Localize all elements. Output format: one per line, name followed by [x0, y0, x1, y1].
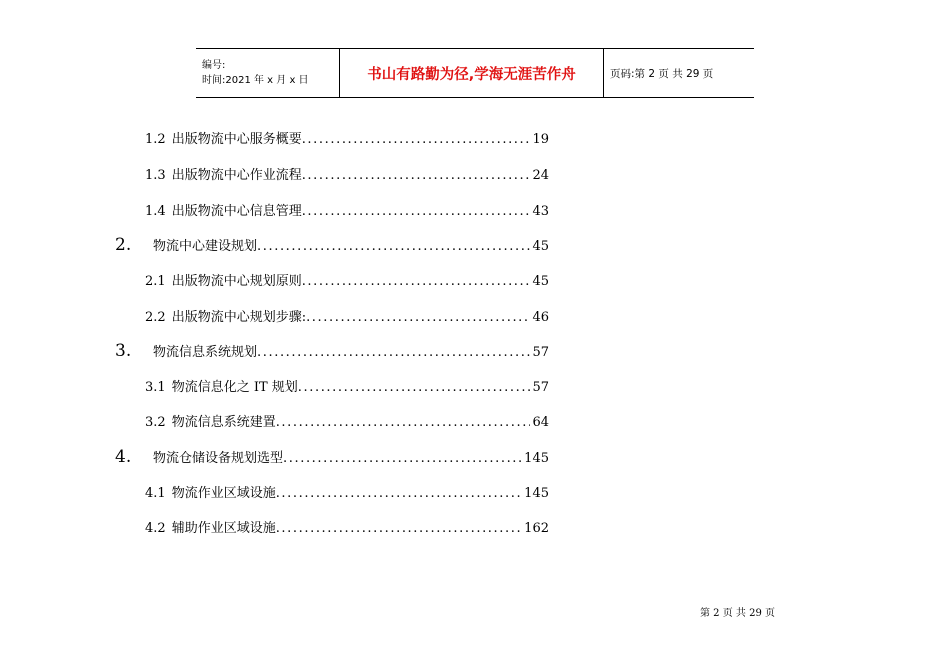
- toc-entry[interactable]: [115, 341, 549, 361]
- toc-number: 4.: [115, 447, 132, 467]
- toc-entry[interactable]: [145, 517, 549, 537]
- toc-leader: [283, 451, 522, 466]
- toc-entry[interactable]: [145, 411, 549, 431]
- toc-page: 145: [524, 486, 549, 501]
- toc-title: 物流仓储设备规划选型: [153, 451, 284, 466]
- motto-text: 书山有路勤为径,学海无涯苦作舟: [367, 66, 576, 83]
- toc-title: 出版物流中心规划原则: [171, 274, 302, 289]
- toc-title: 出版物流中心服务概要: [171, 132, 302, 147]
- toc-number: 3.2: [145, 415, 166, 430]
- toc-title: 出版物流中心作业流程: [171, 168, 302, 183]
- toc-title: 物流中心建设规划: [153, 239, 258, 254]
- toc-page: 46: [532, 310, 549, 325]
- toc-number: 4.1: [145, 486, 166, 501]
- toc-leader: [302, 132, 531, 147]
- toc-leader: [306, 310, 530, 325]
- toc-title: 物流作业区域设施: [171, 486, 276, 501]
- toc-title: 物流信息化之 IT 规划: [171, 380, 298, 395]
- toc-number: 3.1: [145, 380, 166, 395]
- page-footer: 第 2 页 共 29 页: [700, 608, 775, 619]
- toc-number: 2.: [115, 235, 132, 255]
- header-motto: [339, 49, 604, 97]
- toc-leader: [302, 168, 531, 183]
- toc-leader: [257, 345, 530, 360]
- toc-title: 辅助作业区域设施: [171, 521, 276, 536]
- toc-page: 145: [524, 451, 549, 466]
- toc-leader: [257, 239, 530, 254]
- toc-page: 45: [532, 274, 549, 289]
- toc-title: 物流信息系统规划: [153, 345, 258, 360]
- toc-number: 1.2: [145, 132, 166, 147]
- page-info-text: 页码:第 2 页 共 29 页: [610, 67, 714, 80]
- toc-leader: [302, 274, 531, 289]
- toc-entry[interactable]: [145, 270, 549, 290]
- toc-page: 162: [524, 521, 549, 536]
- toc-number: 2.1: [145, 274, 166, 289]
- toc-entry[interactable]: [145, 128, 549, 148]
- toc-page: 19: [532, 132, 549, 147]
- toc-number: 3.: [115, 341, 132, 361]
- toc-number: 2.2: [145, 310, 166, 325]
- toc-page: 24: [532, 168, 549, 183]
- toc-leader: [276, 415, 531, 430]
- toc-leader: [302, 204, 531, 219]
- toc-title: 出版物流中心信息管理: [171, 204, 302, 219]
- toc-page: 64: [532, 415, 549, 430]
- toc-entry[interactable]: [145, 164, 549, 184]
- toc-leader: [298, 380, 531, 395]
- time-label: 时间:2021 年 x 月 x 日: [202, 75, 309, 86]
- toc-page: 43: [532, 204, 549, 219]
- toc-entry[interactable]: [145, 306, 549, 326]
- toc-entry[interactable]: [145, 482, 549, 502]
- toc-page: 57: [532, 345, 549, 360]
- toc-entry[interactable]: [145, 200, 549, 220]
- toc-entry[interactable]: [145, 376, 549, 396]
- number-label: 编号:: [202, 60, 226, 71]
- toc-number: 4.2: [145, 521, 166, 536]
- toc-number: 1.3: [145, 168, 166, 183]
- header-meta: [196, 49, 339, 97]
- toc-page: 57: [532, 380, 549, 395]
- toc-entry[interactable]: [115, 447, 549, 467]
- toc-title: 出版物流中心规划步骤:: [171, 310, 307, 325]
- toc-number: 1.4: [145, 204, 166, 219]
- header-page-info: [604, 49, 754, 97]
- toc-title: 物流信息系统建置: [171, 415, 276, 430]
- toc-entry[interactable]: [115, 235, 549, 255]
- page-header: [196, 48, 754, 98]
- toc-page: 45: [532, 239, 549, 254]
- toc-leader: [276, 486, 522, 501]
- toc-leader: [276, 521, 522, 536]
